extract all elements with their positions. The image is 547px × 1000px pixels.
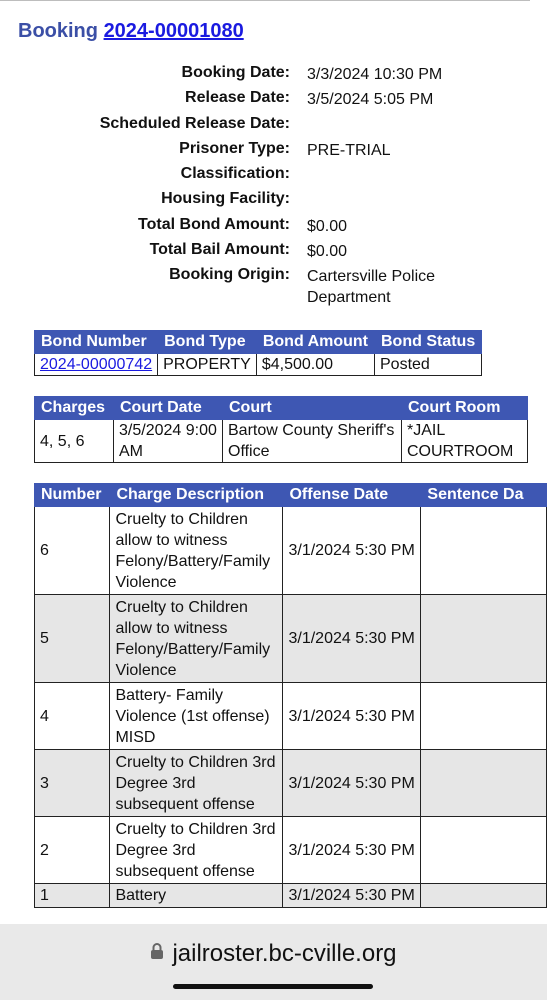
- detail-label: Prisoner Type:: [179, 140, 290, 157]
- charge-sentence-date: [421, 595, 547, 683]
- court-charges-cell: 4, 5, 6: [35, 420, 114, 463]
- table-row: [35, 817, 547, 884]
- court-table: [34, 396, 528, 463]
- charge-sentence-date: [421, 750, 547, 817]
- charge-number: 3: [35, 750, 110, 817]
- charge-sentence-date: [421, 884, 547, 908]
- court-name-cell: Bartow County Sheriff's Office: [223, 420, 402, 463]
- bond-number-link[interactable]: 2024-00000742: [40, 356, 153, 373]
- bond-amount-cell: $4,500.00: [256, 354, 374, 376]
- bond-table: [34, 330, 482, 376]
- charge-description: Cruelty to Children 3rd Degree 3rd subsequent offense: [110, 817, 283, 884]
- booking-number-link[interactable]: 2024-00001080: [103, 20, 244, 42]
- detail-value: 3/5/2024 5:05 PM: [307, 91, 434, 108]
- court-room-cell: *JAIL COURTROOM: [402, 420, 528, 463]
- charge-number: 6: [35, 507, 110, 595]
- court-header-date: Court Date: [114, 397, 223, 420]
- address-bar[interactable]: [0, 940, 547, 968]
- table-row: [35, 884, 547, 908]
- charge-description: Battery: [110, 884, 283, 908]
- table-row: [35, 683, 547, 750]
- charge-description: Cruelty to Children allow to witness Felony/Battery/Family Violence: [110, 507, 283, 595]
- table-row: [35, 507, 547, 595]
- charge-description: Cruelty to Children 3rd Degree 3rd subsequent offense: [110, 750, 283, 817]
- detail-label: Booking Date:: [181, 64, 290, 81]
- bond-header-status: Bond Status: [375, 331, 482, 354]
- charge-number: 5: [35, 595, 110, 683]
- bond-header-number: Bond Number: [35, 331, 158, 354]
- table-row: [35, 750, 547, 817]
- lock-icon: [150, 939, 164, 967]
- table-row: [35, 595, 547, 683]
- charges-header-description: Charge Description: [110, 484, 283, 507]
- charge-sentence-date: [421, 817, 547, 884]
- bond-header-amount: Bond Amount: [256, 331, 374, 354]
- bond-type-cell: PROPERTY: [158, 354, 257, 376]
- charge-sentence-date: [421, 507, 547, 595]
- detail-value: PRE-TRIAL: [307, 142, 391, 159]
- charge-number: 2: [35, 817, 110, 884]
- charge-description: Battery- Family Violence (1st offense) MISD: [110, 683, 283, 750]
- court-header-charges: Charges: [35, 397, 114, 420]
- charge-sentence-date: [421, 683, 547, 750]
- court-date-cell: 3/5/2024 9:00 AM: [114, 420, 223, 463]
- charge-offense-date: 3/1/2024 5:30 PM: [283, 595, 421, 683]
- detail-label: Scheduled Release Date:: [99, 115, 290, 132]
- charges-header-number: Number: [35, 484, 110, 507]
- detail-label: Release Date:: [185, 89, 290, 106]
- charge-description: Cruelty to Children allow to witness Felony/Battery/Family Violence: [110, 595, 283, 683]
- court-header-room: Court Room: [402, 397, 528, 420]
- detail-value: $0.00: [307, 218, 348, 235]
- detail-value: Cartersville Police Department: [307, 268, 436, 306]
- detail-label: Housing Facility:: [161, 190, 290, 207]
- bond-header-type: Bond Type: [158, 331, 257, 354]
- table-row: [35, 354, 482, 376]
- detail-value: $0.00: [307, 243, 348, 260]
- charge-number: 4: [35, 683, 110, 750]
- detail-label: Total Bond Amount:: [138, 216, 290, 233]
- charge-offense-date: 3/1/2024 5:30 PM: [283, 683, 421, 750]
- charge-offense-date: 3/1/2024 5:30 PM: [283, 507, 421, 595]
- detail-label: Booking Origin:: [169, 266, 290, 283]
- detail-label: Classification:: [180, 165, 290, 182]
- charge-number: 1: [35, 884, 110, 908]
- table-row: [35, 420, 528, 463]
- court-header-court: Court: [223, 397, 402, 420]
- charge-offense-date: 3/1/2024 5:30 PM: [283, 750, 421, 817]
- page-title: Booking 2024-00001080: [18, 20, 244, 42]
- charges-table: [34, 483, 547, 908]
- detail-label: Total Bail Amount:: [149, 241, 290, 258]
- home-indicator: [173, 984, 373, 989]
- url-text: jailroster.bc-cville.org: [172, 940, 397, 967]
- bond-number-cell: [35, 354, 158, 376]
- detail-value: 3/3/2024 10:30 PM: [307, 66, 443, 83]
- bond-status-cell: Posted: [375, 354, 482, 376]
- charge-offense-date: 3/1/2024 5:30 PM: [283, 817, 421, 884]
- top-divider: [0, 0, 530, 1]
- charge-offense-date: 3/1/2024 5:30 PM: [283, 884, 421, 908]
- charges-header-offense-date: Offense Date: [283, 484, 421, 507]
- charges-header-sentence-date: Sentence Da: [421, 484, 547, 507]
